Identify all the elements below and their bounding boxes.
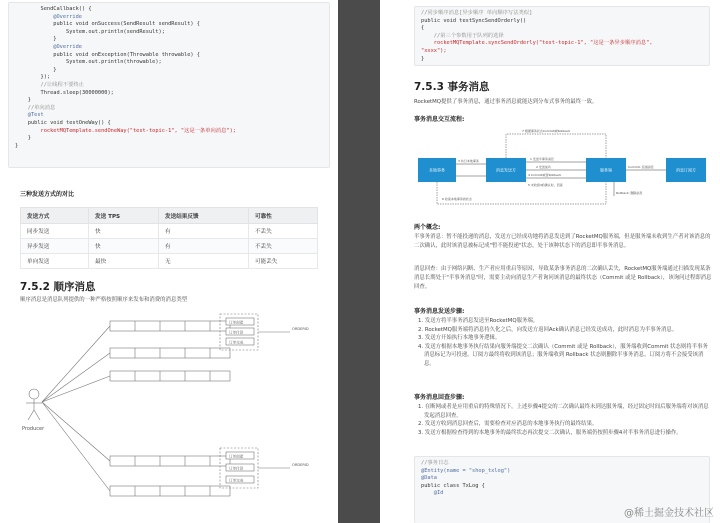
table-header-cell: 发送结果反馈 [159,208,249,224]
table-cell: 不丢失 [249,239,318,254]
table-cell: 无 [159,254,249,269]
code-line: public void testSyncSendOrderly() [421,17,527,24]
box-label: 消息发送方 [496,167,516,173]
table-cell: 异步发送 [21,239,89,254]
code-line: } [15,97,31,104]
send-steps-title: 事务消息发送步骤: [414,308,465,315]
list-item: 4. 发送方根据本地事务执行结果向服务端提交二次确认（Commit 或是 Rollback），服务端收到Commit 状态则将半事务消息标记为可投递，订阅方最终将收到该消息；服务端收到 Rollback 状态则删除半事务消息，订阅方将不会接受该消息。 [418,343,708,367]
table-cell: 快 [89,224,159,239]
table-header-cell: 可靠性 [249,208,318,224]
queue-label: 订单付款 [229,466,244,471]
list-item: 2. 发送方收到消息回查后，需要检查对应消息的本地事务执行的最终结果。 [418,421,598,428]
code-line: Thread.sleep(30000000); [15,89,114,96]
ordered-message-diagram [20,306,320,520]
queue-label: 订单创建 [229,454,244,459]
table-header-cell: 发送 TPS [89,208,159,224]
code-line: rocketMQTemplate.syncSendOrderly("test-topic-1", "这是一条异步顺序消息", [421,40,653,47]
transaction-flow-diagram [414,124,710,216]
flow-arrow-label: 2 发送成功 [536,165,551,169]
table-header-row [21,208,318,224]
check-steps-list [418,403,712,437]
queue-label: 订单付款 [229,330,244,335]
send-method-comparison-table [20,207,318,269]
code-line: System.out.println(throwable); [15,59,162,66]
code-line: //单向消息 [15,104,56,111]
flow-arrow-label: Rollback: 删除消息 [616,191,643,195]
consumer-label: ORDERID [292,327,309,331]
table-cell: 有 [159,224,249,239]
list-item: 1. 发送方将半事务消息发送至RocketMQ服务端。 [418,318,539,324]
comparison-title: 三种发送方式的对比 [20,191,75,198]
code-line: //让线程不要终止 [15,81,84,88]
list-item: 3. 发送方根据检查得到的本地事务的最终状态再次提交二次确认，服务端仍按照步骤4对半事务消息进行操作。 [418,429,682,436]
section-description: 顺序消息是消息队列提供的一种严格按照顺序来发布和消费的消息类型 [20,297,188,303]
code-line: //同步顺序消息[异步顺序 单向顺序写法类似] [421,10,533,16]
code-line: @Data [421,475,437,482]
code-line: } [15,66,57,73]
flow-arrow-label: 4 Commit或者Rollback [528,173,562,177]
code-line: @Override [15,13,82,20]
code-line: System.out.println(sendResult); [15,28,165,35]
flow-arrow-label: Commit: 投递消息 [628,165,654,169]
code-line: @Entity(name = "shop_txlog") [421,467,511,474]
code-line: }); [15,74,51,81]
code-block-callbacks [8,2,330,168]
watermark-text: @稀土掘金技术社区 [624,508,714,519]
producer-label: Producer [22,426,45,432]
table-cell: 同步发送 [21,224,89,239]
flow-arrow-label: 7 根据事务状态Commit或Rollback [522,129,571,133]
table-cell: 不丢失 [249,224,318,239]
document-page-left [0,0,338,523]
list-item: 2. RocketMQ服务端将消息持久化之后，向发送方返回Ack确认消息已经发送成功，此时消息为半事务消息。 [418,326,678,333]
concept-half-transaction: 半事务消息：暂不能投递的消息，发送方已经成功地将消息发送到了RocketMQ服务端，但是服务端未收到生产者对该消息的二次确认，此时该消息被标记成"暂不能投递"状态，处于该种状态下的消息即半事务消息。 [414,234,711,249]
queue-label: 订单创建 [229,320,244,325]
queue-label: 订单完成 [229,478,244,483]
code-line: //事务日志 [421,460,449,466]
table-cell: 最快 [89,254,159,269]
code-line: public void testOneWay() { [15,119,111,126]
code-line: SendCallback() { [15,6,92,12]
box-label: 服务端 [600,167,612,173]
code-line: public void onException(Throwable throwable) { [15,51,200,58]
table-row [21,254,318,269]
consumer-label: ORDERID [292,463,309,467]
table-cell: 有 [159,239,249,254]
code-line: public class TxLog { [421,482,485,489]
code-line: } [15,135,31,142]
code-line: } [15,142,19,149]
flow-arrow-label: 6 检查本地事务的状态 [442,197,472,201]
box-label: 消息订阅方 [676,167,696,173]
list-item: 1. 在断网或者是应用重启的特殊情况下，上述步骤4提交的二次确认最终未到达服务端，经过固定时间后服务端将对该消息发起消息回查。 [418,404,709,419]
code-line: { [421,25,425,32]
table-row [21,224,318,239]
code-line: @Override [15,43,82,50]
list-item: 3. 发送方开始执行本地事务逻辑。 [418,335,501,342]
table-cell: 快 [89,239,159,254]
send-steps-list [418,317,712,369]
code-line: } [421,55,425,62]
producer-head [29,389,39,399]
code-block-sync-orderly [414,6,710,66]
code-line: @Id [421,490,444,497]
flow-arrow-label: 1 发送半事务消息 [530,157,554,161]
check-steps-title: 事务消息回查步骤: [414,394,465,401]
table-cell: 单向发送 [21,254,89,269]
flow-title: 事务消息交互流程: [414,116,465,123]
code-line: "xxxx"); [421,47,447,54]
document-page-right [380,0,720,523]
code-line: @Test [15,112,44,119]
flow-arrow-label: 5 未收到4的确认时，回查 [528,183,563,187]
table-row [21,239,318,254]
queue-label: 订单完成 [229,340,244,345]
box-label: 本地事务 [429,167,445,173]
section-title-ordered-message: 7.5.2 顺序消息 [20,281,96,293]
code-line: public void onSuccess(SendResult sendResult) { [15,21,200,28]
code-line: } [15,36,57,43]
concepts-title: 两个概念: [414,224,441,231]
table-header-cell: 发送方式 [21,208,89,224]
code-line: rocketMQTemplate.sendOneWay("test-topic-1", "这是一条单向消息"); [15,127,236,134]
transaction-intro: RocketMQ提供了事务消息，通过事务消息就能达到分布式事务的最终一致。 [414,99,598,105]
concept-message-check: 消息回查：由于网络闪断、生产者应用重启等原因，导致某条事务消息的二次确认丢失，RocketMQ服务端通过扫描发现某条消息长期处于"半事务消息"时，需要主动向消息生产者询问该消息的最终状态（Commit 或是 Rollback），该询问过程即消息回查。 [414,266,712,290]
section-title-transaction-message: 7.5.3 事务消息 [414,81,490,93]
flow-arrow-label: 3 执行本地事务 [458,159,479,163]
code-line: //第三个参数用于队列的选择 [421,32,504,39]
table-cell: 可能丢失 [249,254,318,269]
